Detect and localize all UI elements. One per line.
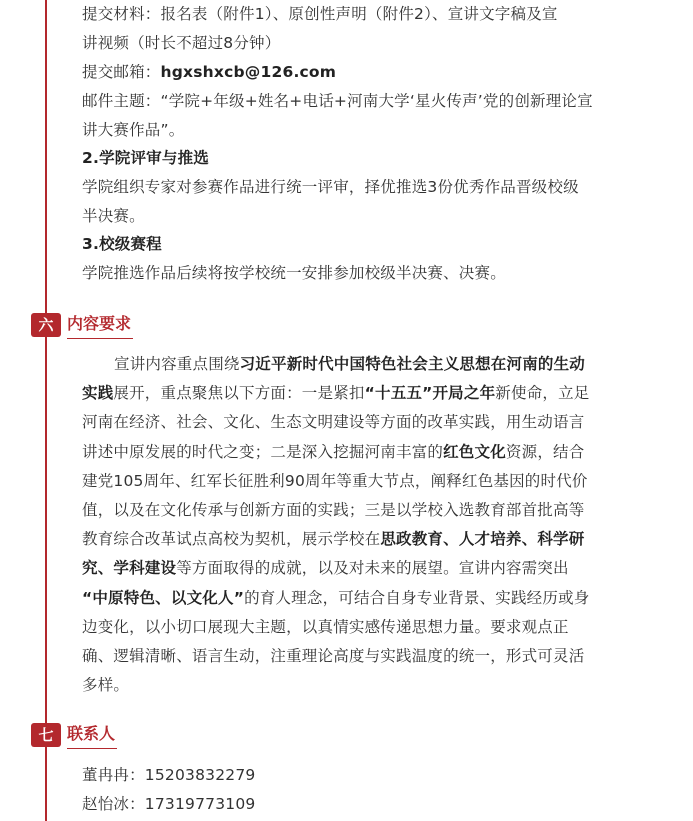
body-text: 宣讲内容重点围绕: [114, 355, 240, 373]
email-line: [82, 61, 632, 83]
body-text: 等方面取得的成就，以及对未来的展望。宣讲内容需突出: [176, 559, 569, 578]
emphasis-text: 习近平新时代中国特色社会主义思想在河南的生动: [239, 355, 586, 373]
body-text: 展开，重点聚焦以下方面：一是紧扣: [113, 384, 365, 403]
emphasis-text: 实践: [82, 384, 114, 403]
content-requirements-line: [82, 557, 632, 579]
content-requirements-line: [114, 353, 664, 375]
body-text: 河南在经济、社会、文化、生态文明建设等方面的改革实践，用生动语言: [82, 413, 585, 432]
emphasis-text: “十五五”开局之年: [364, 384, 496, 403]
section-six-title: 内容要求: [67, 312, 133, 339]
subject-line-1: 邮件主题：“学院+年级+姓名+电话+河南大学‘星火传声’党的创新理论宣: [82, 92, 593, 110]
content-requirements-line: [82, 441, 632, 463]
contact-2: 赵怡冰：17319773109: [82, 795, 256, 813]
email-label: 提交邮箱：: [82, 63, 161, 81]
emphasis-text: 红色文化: [443, 442, 506, 461]
content-requirements-line: [82, 645, 632, 667]
emphasis-text: 究、学科建设: [82, 559, 177, 578]
section-six-badge: 六: [31, 313, 61, 337]
subject-line-2: 讲大赛作品”。: [82, 121, 185, 139]
section-seven-title: 联系人: [67, 722, 117, 749]
materials-line-2: 讲视频（时长不超过8分钟）: [82, 34, 281, 52]
content-requirements-line: [82, 616, 632, 638]
college-review-line-2: 半决赛。: [82, 207, 145, 225]
body-text: 资源，结合: [505, 442, 585, 461]
content-requirements-line: [82, 382, 632, 404]
content-requirements-line: [82, 587, 632, 609]
body-text: 建党105周年、红军长征胜利90周年等重大节点，阐释红色基因的时代价: [82, 471, 588, 490]
college-review-heading: 2.学院评审与推选: [82, 149, 209, 167]
body-text: 边变化，以小切口展现大主题，以真情实感传递思想力量。要求观点正: [82, 617, 569, 636]
timeline-line: [45, 0, 47, 821]
body-text: 确、逻辑清晰、语言生动，注重理论高度与实践温度的统一，形式可灵活: [82, 647, 585, 665]
body-text: 多样。: [82, 676, 130, 695]
school-stage-heading: 3.校级赛程: [82, 235, 162, 253]
school-stage-line-1: 学院推选作品后续将按学校统一安排参加校级半决赛、决赛。: [82, 264, 506, 282]
content-requirements-line: [82, 470, 632, 492]
body-text: 讲述中原发展的时代之变；二是深入挖掘河南丰富的: [82, 442, 444, 461]
email-address[interactable]: hgxshxcb@126.com: [160, 63, 337, 81]
emphasis-text: 思政教育、人才培养、科学研: [380, 530, 585, 549]
college-review-line-1: 学院组织专家对参赛作品进行统一评审，择优推选3份优秀作品晋级校级: [82, 178, 579, 196]
body-text: 的育人理念，可结合自身专业背景、实践经历或身: [244, 588, 590, 607]
materials-line-1: 提交材料：报名表（附件1）、原创性声明（附件2）、宣讲文字稿及宣: [82, 5, 558, 23]
content-requirements-line: [82, 674, 632, 696]
body-text: 新使命，立足: [495, 384, 590, 403]
section-seven-badge: 七: [31, 723, 61, 747]
content-requirements-line: [82, 499, 632, 521]
content-requirements-line: [82, 528, 632, 550]
content-requirements-line: [82, 411, 632, 433]
emphasis-text: “中原特色、以文化人”: [82, 588, 245, 607]
body-text: 教育综合改革试点高校为契机，展示学校在: [82, 530, 381, 549]
body-text: 值，以及在文化传承与创新方面的实践；三是以学校入选教育部首批高等: [82, 501, 585, 519]
contact-1: 董冉冉：15203832279: [82, 766, 256, 784]
